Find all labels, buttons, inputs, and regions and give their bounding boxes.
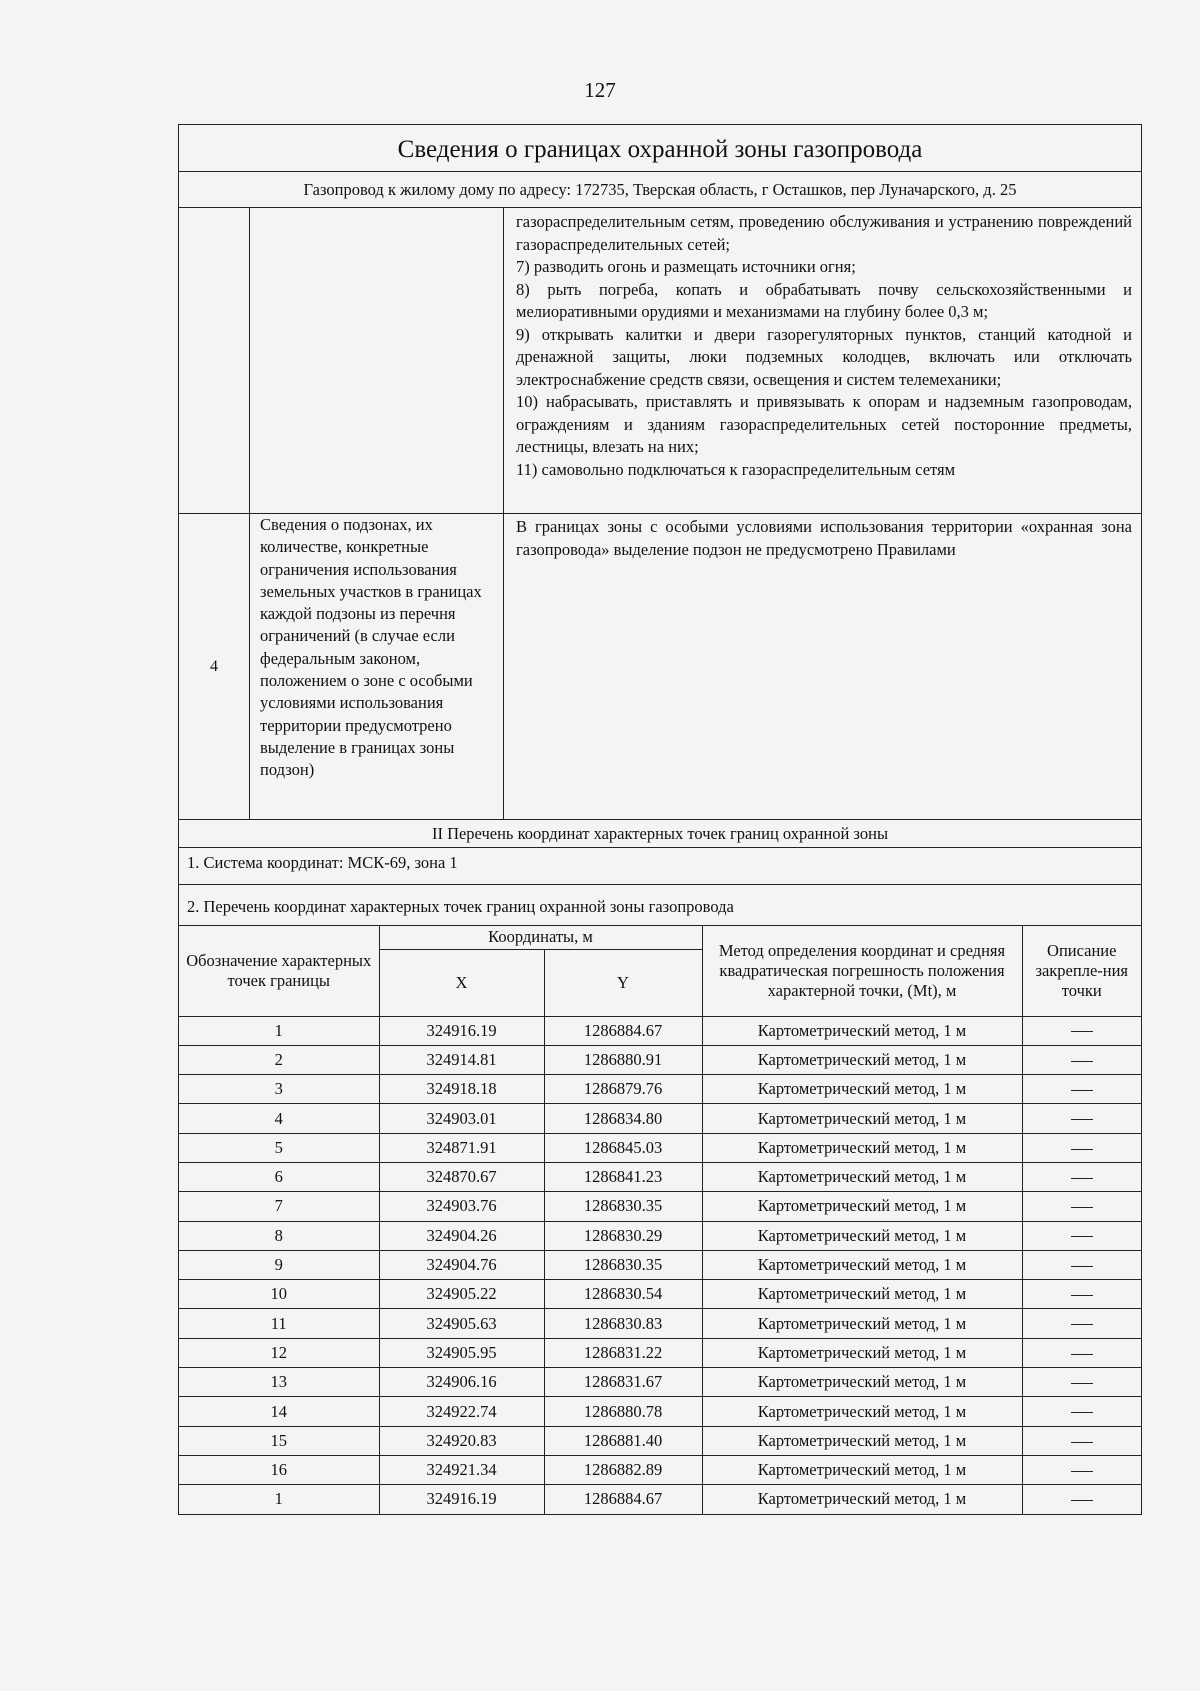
dash-mark	[1071, 1324, 1093, 1325]
dash-mark	[1071, 1383, 1093, 1384]
method-cell: Картометрический метод, 1 м	[702, 1162, 1022, 1191]
dash-mark	[1071, 1295, 1093, 1296]
y-coordinate: 1286834.80	[544, 1104, 702, 1133]
dash-mark	[1071, 1178, 1093, 1179]
y-coordinate: 1286884.67	[544, 1485, 702, 1514]
method-cell: Картометрический метод, 1 м	[702, 1397, 1022, 1426]
fixation-cell	[1022, 1250, 1141, 1279]
method-cell: Картометрический метод, 1 м	[702, 1426, 1022, 1455]
y-coordinate: 1286882.89	[544, 1455, 702, 1484]
x-coordinate: 324921.34	[379, 1455, 544, 1484]
fixation-cell	[1022, 1075, 1141, 1104]
x-coordinate: 324870.67	[379, 1162, 544, 1191]
table-row	[179, 1309, 1141, 1338]
point-number: 12	[179, 1338, 379, 1367]
point-designation-header: Обозначение характерных точек границы	[179, 926, 379, 1016]
fixation-cell	[1022, 1309, 1141, 1338]
fixation-cell	[1022, 1397, 1141, 1426]
y-coordinate: 1286830.35	[544, 1192, 702, 1221]
y-coordinate: 1286830.54	[544, 1280, 702, 1309]
restriction-item: 7) разводить огонь и размещать источники огня;	[516, 257, 856, 276]
y-coordinate: 1286879.76	[544, 1075, 702, 1104]
fixation-cell	[1022, 1338, 1141, 1367]
method-cell: Картометрический метод, 1 м	[702, 1016, 1022, 1045]
point-number: 5	[179, 1133, 379, 1162]
document-title: Сведения о границах охранной зоны газопровода	[179, 125, 1141, 172]
dash-mark	[1071, 1442, 1093, 1443]
fixation-cell	[1022, 1104, 1141, 1133]
method-cell: Картометрический метод, 1 м	[702, 1133, 1022, 1162]
fixation-cell	[1022, 1162, 1141, 1191]
y-coordinate: 1286830.83	[544, 1309, 702, 1338]
method-cell: Картометрический метод, 1 м	[702, 1485, 1022, 1514]
restriction-item: 9) открывать калитки и двери газорегуляторных пунктов, станций катодной и дренажной защиты, люки подземных колодцев, включать или отключать электроснабжение средств связи, освещения и систем телемеханики;	[516, 324, 1132, 389]
point-number: 11	[179, 1309, 379, 1338]
page-number: 127	[584, 78, 616, 102]
table-row	[179, 1133, 1141, 1162]
x-coordinate: 324904.26	[379, 1221, 544, 1250]
row-name-cell	[250, 208, 504, 513]
fixation-cell	[1022, 1133, 1141, 1162]
dash-mark	[1071, 1149, 1093, 1150]
restrictions-continuation-row	[179, 208, 1141, 514]
table-row	[179, 1368, 1141, 1397]
fixation-cell	[1022, 1485, 1141, 1514]
method-cell: Картометрический метод, 1 м	[702, 1221, 1022, 1250]
x-coordinate: 324905.63	[379, 1309, 544, 1338]
method-cell: Картометрический метод, 1 м	[702, 1104, 1022, 1133]
fixation-cell	[1022, 1455, 1141, 1484]
fixation-cell	[1022, 1280, 1141, 1309]
x-coordinate: 324904.76	[379, 1250, 544, 1279]
restriction-item: 8) рыть погреба, копать и обрабатывать почву сельскохозяйственными и мелиоративными орудиями и механизмами на глубину более 0,3 м;	[516, 279, 1132, 321]
table-row	[179, 1192, 1141, 1221]
table-row	[179, 1397, 1141, 1426]
fixation-cell	[1022, 1368, 1141, 1397]
point-number: 8	[179, 1221, 379, 1250]
method-cell: Картометрический метод, 1 м	[702, 1309, 1022, 1338]
point-number: 1	[179, 1485, 379, 1514]
method-cell: Картометрический метод, 1 м	[702, 1280, 1022, 1309]
table-row	[179, 1221, 1141, 1250]
x-coordinate: 324871.91	[379, 1133, 544, 1162]
point-number: 14	[179, 1397, 379, 1426]
method-cell: Картометрический метод, 1 м	[702, 1045, 1022, 1074]
y-coordinate: 1286831.22	[544, 1338, 702, 1367]
x-coordinate: 324922.74	[379, 1397, 544, 1426]
fixation-description-header: Описание закрепле-ния точки	[1022, 926, 1141, 1016]
y-coordinate: 1286841.23	[544, 1162, 702, 1191]
y-coordinate: 1286880.78	[544, 1397, 702, 1426]
x-coordinate: 324903.76	[379, 1192, 544, 1221]
fixation-cell	[1022, 1045, 1141, 1074]
dash-mark	[1071, 1207, 1093, 1208]
method-header: Метод определения координат и средняя квадратическая погрешность положения характерной точки, (Mt), м	[702, 926, 1022, 1016]
point-number: 4	[179, 1104, 379, 1133]
restrictions-list	[504, 208, 1141, 513]
method-cell: Картометрический метод, 1 м	[702, 1455, 1022, 1484]
method-cell: Картометрический метод, 1 м	[702, 1338, 1022, 1367]
restriction-item: газораспределительным сетям, проведению обслуживания и устранению повреждений газораспределительных сетей;	[516, 212, 1132, 254]
dash-mark	[1071, 1119, 1093, 1120]
dash-mark	[1071, 1061, 1093, 1062]
point-number: 2	[179, 1045, 379, 1074]
table-row	[179, 1338, 1141, 1367]
fixation-cell	[1022, 1192, 1141, 1221]
method-cell: Картометрический метод, 1 м	[702, 1192, 1022, 1221]
x-coordinate: 324903.01	[379, 1104, 544, 1133]
y-coordinate: 1286880.91	[544, 1045, 702, 1074]
dash-mark	[1071, 1354, 1093, 1355]
point-number: 10	[179, 1280, 379, 1309]
method-cell: Картометрический метод, 1 м	[702, 1250, 1022, 1279]
table-row	[179, 1250, 1141, 1279]
table-row	[179, 1455, 1141, 1484]
dash-mark	[1071, 1412, 1093, 1413]
table-row	[179, 1104, 1141, 1133]
dash-mark	[1071, 1090, 1093, 1091]
gas-pipeline-address: Газопровод к жилому дому по адресу: 172735, Тверская область, г Осташков, пер Луначарского, д. 25	[179, 172, 1141, 208]
x-coordinate: 324916.19	[379, 1016, 544, 1045]
dash-mark	[1071, 1266, 1093, 1267]
table-row	[179, 1016, 1141, 1045]
x-header: X	[379, 949, 544, 1016]
dash-mark	[1071, 1471, 1093, 1472]
x-coordinate: 324918.18	[379, 1075, 544, 1104]
y-coordinate: 1286884.67	[544, 1016, 702, 1045]
dash-mark	[1071, 1031, 1093, 1032]
x-coordinate: 324905.22	[379, 1280, 544, 1309]
table-row	[179, 1280, 1141, 1309]
y-coordinate: 1286830.29	[544, 1221, 702, 1250]
subzones-label: Сведения о подзонах, их количестве, конкретные ограничения использования земельных участков в границах каждой подзоны из перечня ограничений (в случае если федеральным законом, положением о зоне с особыми условиями использования территории предусмотрено выделение в границах зоны подзон)	[250, 514, 504, 819]
point-number: 6	[179, 1162, 379, 1191]
row-number-cell: 4	[179, 514, 250, 819]
point-number: 15	[179, 1426, 379, 1455]
coordinate-system: 1. Система координат: МСК-69, зона 1	[179, 848, 1141, 885]
x-coordinate: 324916.19	[379, 1485, 544, 1514]
x-coordinate: 324920.83	[379, 1426, 544, 1455]
table-row	[179, 1426, 1141, 1455]
point-number: 16	[179, 1455, 379, 1484]
row-number-cell	[179, 208, 250, 513]
method-cell: Картометрический метод, 1 м	[702, 1368, 1022, 1397]
table-row	[179, 1162, 1141, 1191]
y-coordinate: 1286845.03	[544, 1133, 702, 1162]
table-row	[179, 1485, 1141, 1514]
y-coordinate: 1286831.67	[544, 1368, 702, 1397]
point-number: 7	[179, 1192, 379, 1221]
coordinate-list-title: 2. Перечень координат характерных точек границ охранной зоны газопровода	[179, 885, 1141, 926]
point-number: 9	[179, 1250, 379, 1279]
y-header: Y	[544, 949, 702, 1016]
fixation-cell	[1022, 1016, 1141, 1045]
coordinates-table	[179, 926, 1141, 1515]
x-coordinate: 324906.16	[379, 1368, 544, 1397]
fixation-cell	[1022, 1221, 1141, 1250]
point-number: 13	[179, 1368, 379, 1397]
boundary-info-document	[178, 124, 1142, 1515]
restriction-item: 10) набрасывать, приставлять и привязывать к опорам и надземным газопроводам, ограждениям и зданиям газораспределительных сетей посторонние предметы, лестницы, влезать на них;	[516, 392, 1132, 456]
subzones-description: В границах зоны с особыми условиями использования территории «охранная зона газопровода» выделение подзон не предусмотрено Правилами	[516, 517, 1132, 559]
method-cell: Картометрический метод, 1 м	[702, 1075, 1022, 1104]
subzones-row	[179, 514, 1141, 820]
point-number: 3	[179, 1075, 379, 1104]
table-row	[179, 1075, 1141, 1104]
dash-mark	[1071, 1500, 1093, 1501]
section-2-title: II Перечень координат характерных точек границ охранной зоны	[179, 820, 1141, 848]
fixation-cell	[1022, 1426, 1141, 1455]
x-coordinate: 324905.95	[379, 1338, 544, 1367]
point-number: 1	[179, 1016, 379, 1045]
table-row	[179, 1045, 1141, 1074]
x-coordinate: 324914.81	[379, 1045, 544, 1074]
restriction-item: 11) самовольно подключаться к газораспределительным сетям	[516, 459, 956, 479]
y-coordinate: 1286881.40	[544, 1426, 702, 1455]
coordinates-header: Координаты, м	[379, 926, 702, 949]
dash-mark	[1071, 1236, 1093, 1237]
y-coordinate: 1286830.35	[544, 1250, 702, 1279]
